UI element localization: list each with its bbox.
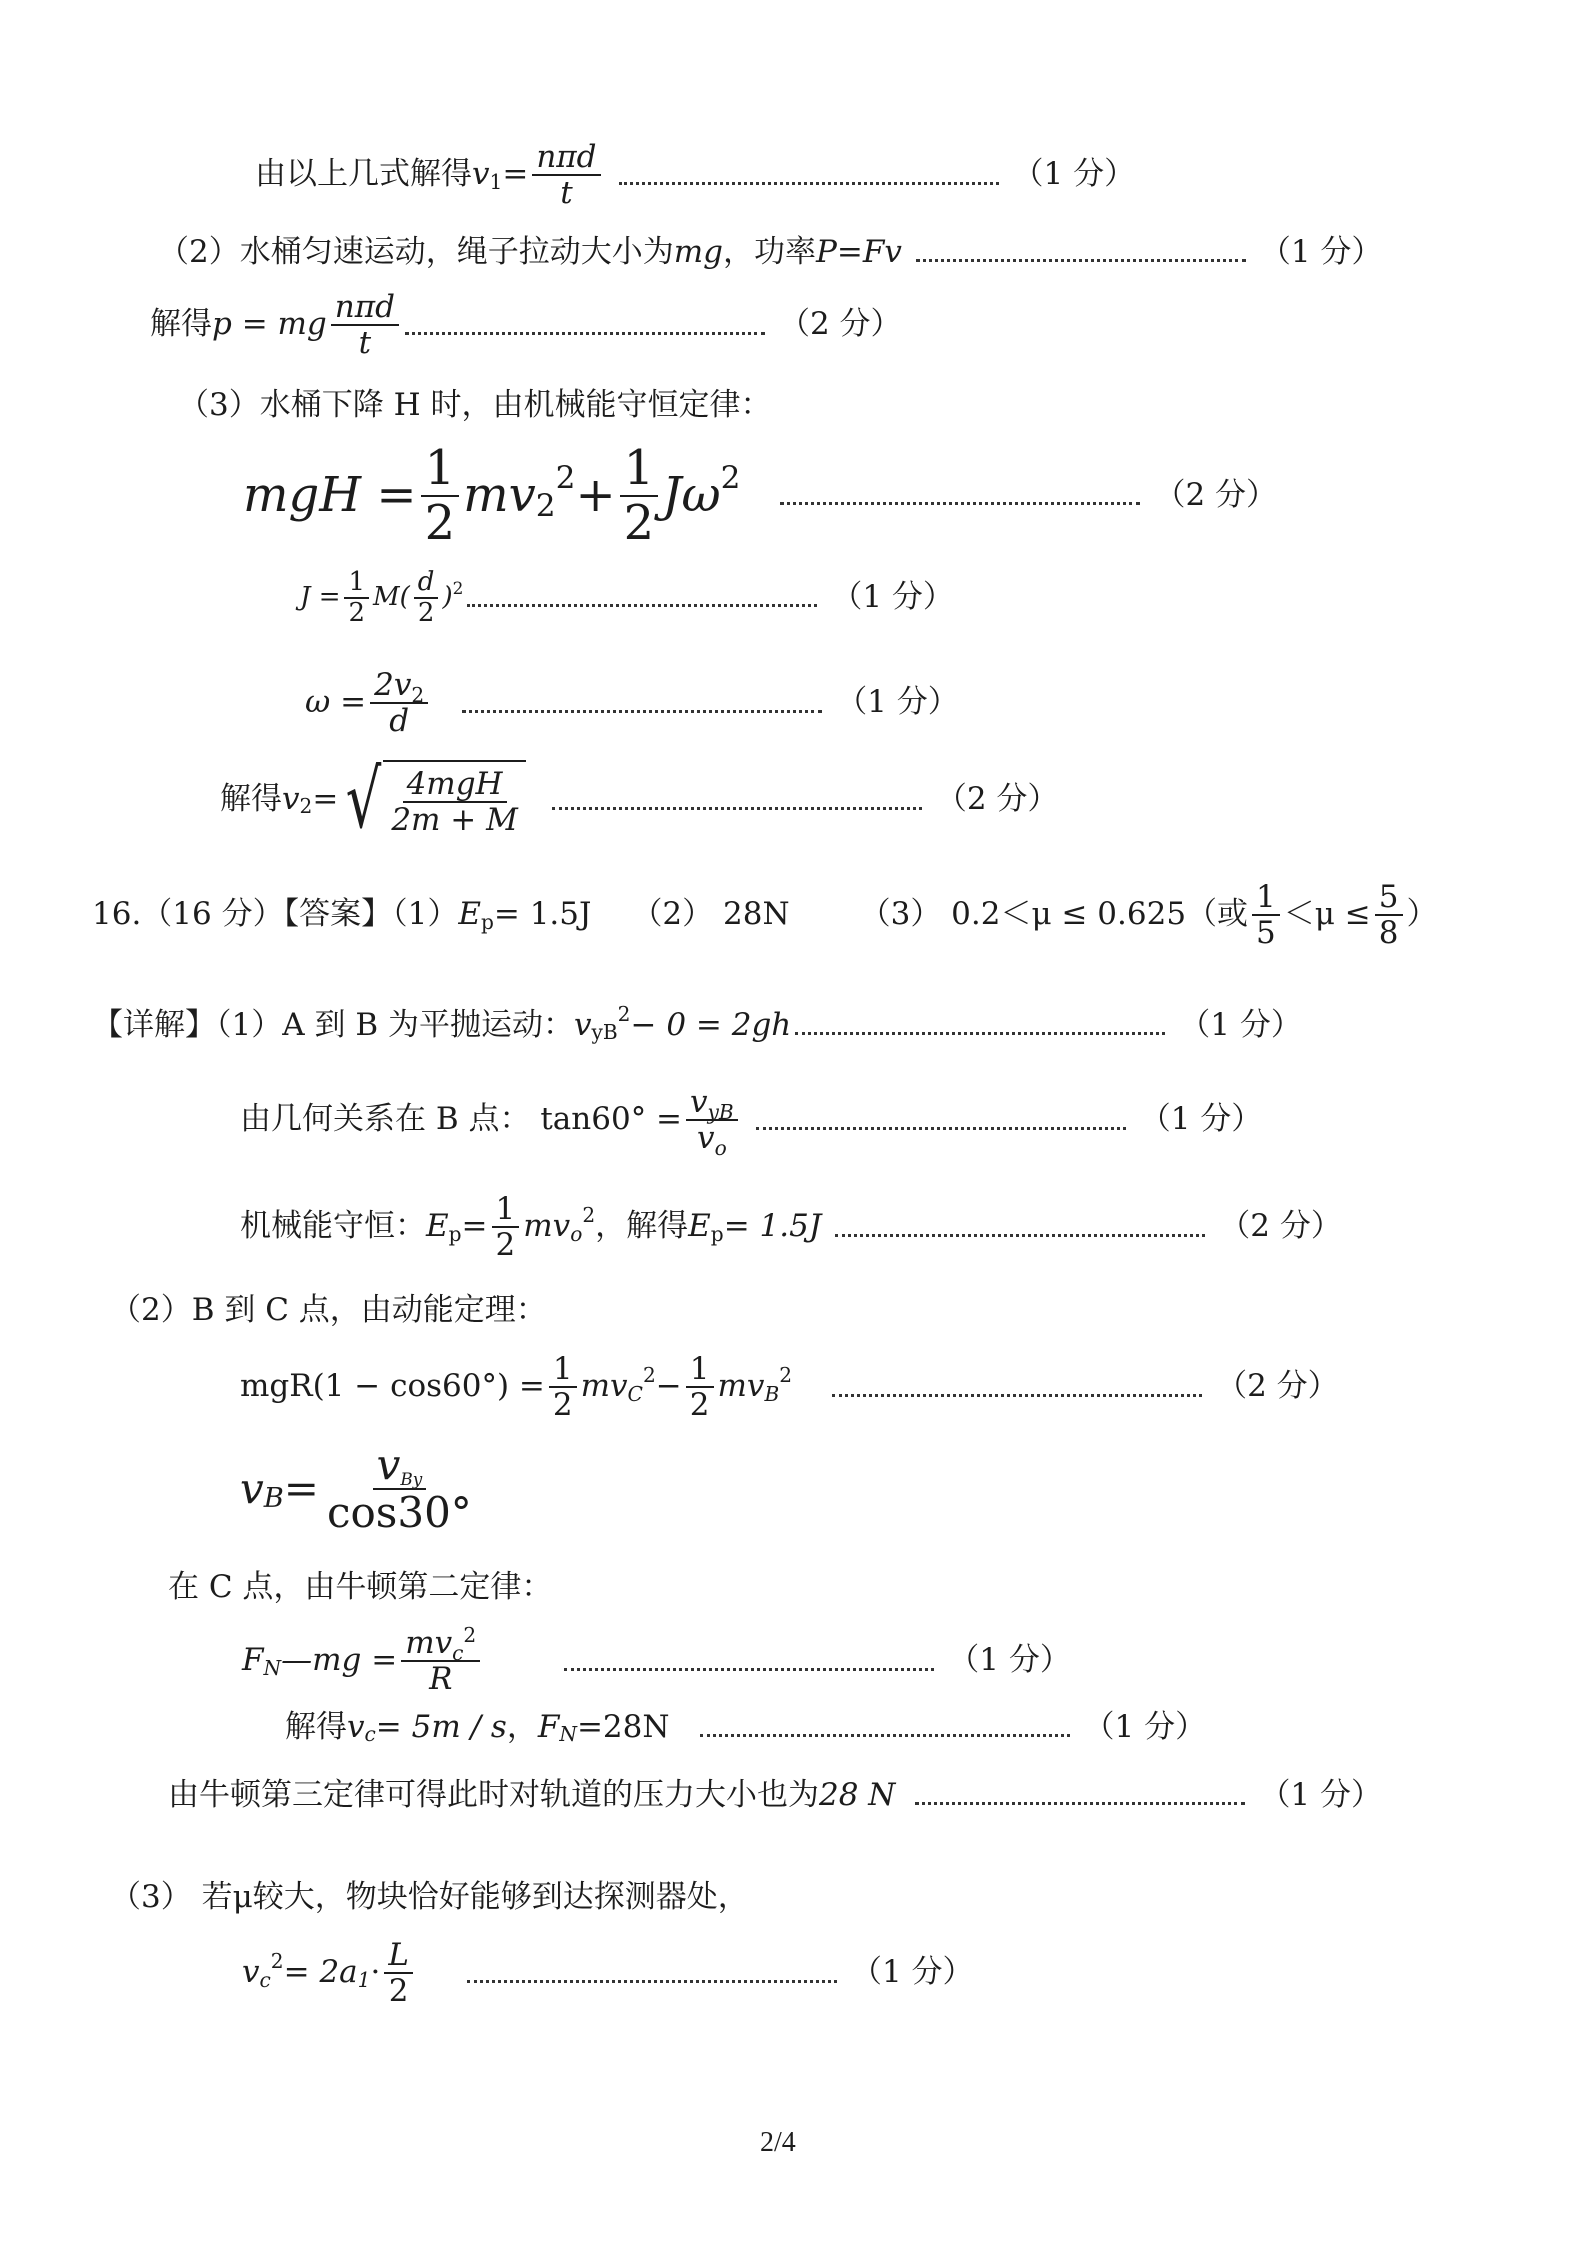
- fraction: [331, 290, 399, 360]
- leader-dots: [462, 710, 822, 713]
- leader-dots: [780, 502, 1140, 505]
- score: （1 分）: [1259, 234, 1383, 270]
- denominator: 2: [623, 494, 655, 551]
- rest: − 0 = 2gh: [630, 1007, 792, 1043]
- eq: =: [312, 781, 339, 818]
- numerator: 1: [421, 442, 460, 497]
- solution-line-7: [305, 668, 959, 738]
- mid: ，解得: [595, 1208, 689, 1245]
- solution-line-5: [243, 442, 1277, 550]
- sub: 1: [489, 169, 503, 194]
- denominator: 2: [689, 1387, 710, 1424]
- text: 由以上几式解得: [255, 156, 472, 193]
- text: 解得: [220, 781, 282, 818]
- denominator: t: [358, 325, 372, 362]
- lhs: mgR(1 − cos60°) =: [240, 1368, 545, 1405]
- score: （2 分）: [1216, 1368, 1339, 1405]
- leader-dots: [564, 1668, 934, 1671]
- score: （1 分）: [1139, 1101, 1263, 1138]
- detail-line-11: [110, 1880, 749, 1916]
- rad: √: [345, 753, 382, 846]
- score: （2 分）: [935, 781, 1059, 818]
- numerator: 1: [549, 1352, 577, 1388]
- fraction: [414, 568, 439, 627]
- leader-dots: [832, 1394, 1202, 1397]
- detail-line-8: [242, 1622, 1071, 1698]
- v: v: [573, 1007, 592, 1043]
- denominator: 5: [1256, 915, 1276, 952]
- detail-line-5: [240, 1352, 1339, 1422]
- solution-line-1: [255, 140, 1135, 210]
- score: （1 分）: [948, 1642, 1071, 1679]
- fraction: [323, 1442, 476, 1536]
- text2: ，功率: [722, 234, 816, 270]
- a2: （2） 28N: [631, 896, 790, 933]
- numerator: v: [690, 1084, 708, 1120]
- fraction: [620, 442, 659, 550]
- numerator: 1: [344, 568, 369, 599]
- sup: 2: [463, 1622, 477, 1647]
- minus: −: [655, 1368, 682, 1405]
- fraction: [401, 1622, 480, 1698]
- sub: B: [263, 1483, 284, 1515]
- leader-dots: [405, 332, 765, 335]
- sub: p: [710, 1221, 724, 1246]
- sub: c: [259, 1967, 271, 1992]
- eq: =: [502, 156, 529, 193]
- text: （3） 若μ较大，物块恰好能够到达探测器处，: [110, 1879, 749, 1915]
- denominator: t: [560, 175, 573, 212]
- v: v: [347, 1709, 365, 1745]
- text: （2）水桶匀速运动，绳子拉动大小为: [158, 234, 674, 270]
- fraction: [686, 1084, 738, 1161]
- score: （2 分）: [778, 306, 902, 343]
- fraction: [1375, 880, 1403, 950]
- text: 在 C 点，由牛顿第二定律：: [168, 1569, 553, 1605]
- answer-line-16: [92, 880, 1438, 950]
- score: （1 分）: [1259, 1777, 1383, 1813]
- numerator: 5: [1375, 880, 1403, 916]
- score: （1 分）: [1179, 1007, 1302, 1043]
- score: （2 分）: [1154, 476, 1278, 513]
- val: 28 N: [819, 1777, 896, 1813]
- sub: 2: [411, 683, 425, 708]
- eq: =: [461, 1208, 488, 1245]
- var: v: [472, 156, 490, 193]
- lhs: F: [242, 1642, 264, 1679]
- sqrt: [338, 753, 526, 846]
- sub: B: [764, 1381, 780, 1406]
- score: （1 分）: [1083, 1709, 1207, 1745]
- sup: 2: [642, 1363, 656, 1388]
- detail-line-2: [240, 1084, 1263, 1161]
- text: 由几何关系在 B 点： tan60° =: [240, 1101, 683, 1138]
- score: （1 分）: [836, 684, 959, 721]
- leader-dots: [915, 1802, 1245, 1805]
- denominator: 2: [552, 1387, 573, 1424]
- head: 16.（16 分）【答案】（1）: [92, 896, 459, 933]
- text: 机械能守恒：: [240, 1208, 426, 1245]
- solution-line-3: [150, 290, 902, 360]
- mv2: mv: [717, 1368, 765, 1405]
- sup: 2: [452, 577, 464, 598]
- lhs: ω =: [305, 684, 367, 721]
- leader-dots: [916, 259, 1246, 262]
- fraction: [370, 668, 428, 738]
- fraction: [1252, 880, 1280, 950]
- denominator: cos30°: [327, 1488, 472, 1538]
- rest: —mg =: [281, 1642, 398, 1679]
- val: = 5m / s: [375, 1709, 507, 1745]
- numerator: 4mgH: [403, 767, 507, 803]
- numerator: 1: [492, 1192, 520, 1228]
- sub: p: [448, 1221, 462, 1246]
- denominator: 2: [388, 1973, 409, 2010]
- text: 解得: [285, 1709, 347, 1745]
- end: ）: [1406, 896, 1438, 933]
- detail-line-7: [168, 1570, 552, 1606]
- fraction: [549, 1352, 577, 1422]
- solution-line-8: [220, 753, 1059, 846]
- m: M(: [373, 581, 410, 612]
- denominator: 2: [495, 1227, 516, 1264]
- comma: ，: [506, 1709, 538, 1745]
- numerator: mv: [405, 1625, 453, 1661]
- score: （2 分）: [1219, 1208, 1342, 1245]
- leader-dots: [619, 182, 999, 185]
- numerator: 1: [686, 1352, 714, 1388]
- denominator: 2m + M: [391, 802, 518, 838]
- val: = 1.5J: [723, 1208, 822, 1245]
- denominator: 2: [424, 494, 456, 551]
- score: （1 分）: [831, 578, 954, 615]
- sup: 2: [779, 1363, 793, 1388]
- ep: E: [426, 1208, 449, 1245]
- ep2: E: [688, 1208, 711, 1245]
- mv: mv: [580, 1368, 628, 1405]
- numerator: L: [384, 1938, 413, 1974]
- leader-dots: [835, 1234, 1205, 1237]
- text: 由牛顿第三定律可得此时对轨道的压力大小也为: [168, 1777, 819, 1813]
- eq: = 2a: [283, 1954, 358, 1991]
- pf: P=Fv: [815, 234, 902, 270]
- detail-line-10: [168, 1778, 1382, 1814]
- sub: 1: [357, 1967, 371, 1992]
- sub: p: [480, 909, 494, 934]
- v: v: [240, 1464, 264, 1514]
- sup: 2: [582, 1203, 596, 1228]
- sub: By: [400, 1468, 423, 1489]
- lhs: mgH =: [243, 467, 417, 524]
- mg: mg: [673, 234, 723, 270]
- sub: N: [263, 1655, 282, 1680]
- plus: +: [575, 467, 616, 524]
- sub: o: [714, 1136, 727, 1161]
- solution-line-6: [300, 568, 954, 627]
- leader-dots: [552, 807, 922, 810]
- score: （1 分）: [850, 1954, 974, 1991]
- sub: yB: [591, 1020, 618, 1045]
- sub: o: [570, 1221, 583, 1246]
- numerator: nπd: [532, 140, 600, 176]
- numerator: 1: [1252, 880, 1280, 916]
- sub: 2: [535, 487, 556, 524]
- ep: E: [458, 896, 481, 933]
- lhs: p = mg: [212, 306, 327, 343]
- numerator: 1: [620, 442, 659, 497]
- j: Jω: [662, 467, 721, 524]
- numerator: nπd: [331, 290, 399, 326]
- denominator: d: [389, 703, 410, 740]
- detail-line-9: [285, 1710, 1206, 1746]
- numerator: 2v: [374, 667, 412, 703]
- sub: c: [364, 1722, 376, 1747]
- v1: = 1.5J: [493, 896, 592, 933]
- text: 【详解】（1）A 到 B 为平抛运动：: [92, 1007, 574, 1043]
- leader-dots: [700, 1734, 1070, 1737]
- sup: 2: [720, 459, 741, 496]
- sup: 2: [270, 1949, 284, 1974]
- fraction: [384, 1938, 413, 2008]
- dot: ·: [370, 1954, 381, 1991]
- sub: c: [452, 1641, 464, 1666]
- detail-line-6: [240, 1442, 480, 1536]
- score: （1 分）: [1012, 156, 1136, 193]
- detail-line-3: [240, 1192, 1342, 1262]
- detail-line-1: [92, 1002, 1302, 1045]
- a3: （3） 0.2＜μ ≤ 0.625（或: [859, 896, 1249, 933]
- v: v: [282, 781, 300, 818]
- denominator: 2: [348, 597, 366, 628]
- close: ): [442, 581, 453, 612]
- sub: yB: [707, 1100, 734, 1125]
- denominator: 8: [1378, 915, 1399, 952]
- text: 解得: [150, 306, 212, 343]
- sup: 2: [555, 459, 576, 496]
- denominator: R: [429, 1661, 453, 1698]
- mv: mv: [523, 1208, 571, 1245]
- denominator: 2: [417, 597, 435, 628]
- text: （3）水桶下降 H 时，由机械能守恒定律：: [178, 387, 772, 423]
- sub: N: [559, 1722, 577, 1747]
- leader-dots: [756, 1127, 1126, 1130]
- fraction: [532, 140, 600, 210]
- fraction: [686, 1352, 714, 1422]
- leader-dots: [467, 1980, 837, 1983]
- fraction: [421, 442, 460, 550]
- fval: =28N: [576, 1709, 670, 1745]
- solution-line-2: [158, 235, 1382, 271]
- solution-line-4: [178, 388, 771, 424]
- numerator: v: [376, 1440, 401, 1489]
- leader-dots: [795, 1032, 1165, 1035]
- mv: mv: [463, 467, 536, 524]
- detail-line-4: [110, 1293, 547, 1329]
- v: v: [242, 1954, 260, 1991]
- eq: =: [283, 1464, 319, 1514]
- leader-dots: [467, 604, 817, 607]
- f: F: [537, 1709, 560, 1745]
- numerator: d: [414, 568, 439, 599]
- mid: ＜μ ≤: [1283, 896, 1371, 933]
- sup: 2: [617, 1002, 631, 1027]
- fraction: [492, 1192, 520, 1262]
- page-number: 2/4: [760, 2127, 796, 2158]
- sub: 2: [299, 794, 313, 819]
- text: （2）B 到 C 点，由动能定理：: [110, 1292, 547, 1328]
- fraction: [344, 568, 369, 627]
- detail-line-12: [242, 1938, 974, 2008]
- sub: C: [627, 1381, 643, 1406]
- lhs: J =: [300, 581, 341, 612]
- denominator: v: [697, 1120, 715, 1157]
